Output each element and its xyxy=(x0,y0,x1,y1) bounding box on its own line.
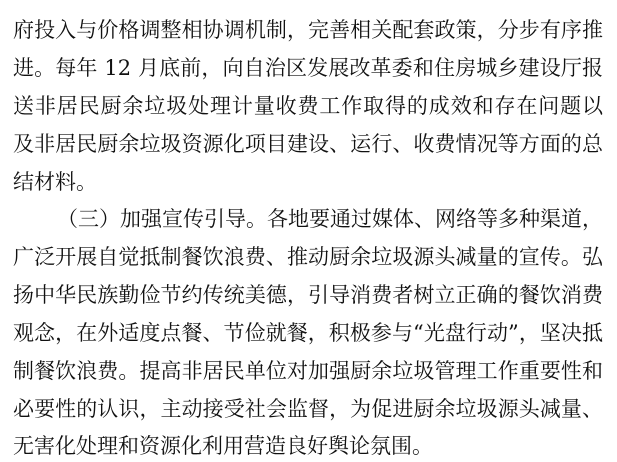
text-line-9: 观念，在外适度点餐、节俭就餐，积极参与“光盘行动”，坚决抵 xyxy=(13,321,603,345)
section-heading-line: （三）加强宣传引导。各地要通过媒体、网络等多种渠道， xyxy=(57,207,603,231)
text-line-12: 无害化处理和资源化利用营造良好舆论氛围。 xyxy=(13,434,433,458)
text-line-8: 扬中华民族勤俭节约传统美德，引导消费者树立正确的餐饮消费 xyxy=(13,283,603,307)
text-line-11: 必要性的认识，主动接受社会监督，为促进厨余垃圾源头减量、 xyxy=(13,397,603,421)
text-line-5: 结材料。 xyxy=(13,170,97,194)
text-line-2: 进。每年 12 月底前，向自治区发展改革委和住房城乡建设厅报 xyxy=(13,56,603,80)
text-line-4: 及非居民厨余垃圾资源化项目建设、运行、收费情况等方面的总 xyxy=(13,132,603,156)
text-line-10: 制餐饮浪费。提高非居民单位对加强厨余垃圾管理工作重要性和 xyxy=(13,359,603,383)
text-line-1: 府投入与价格调整相协调机制，完善相关配套政策，分步有序推 xyxy=(13,18,603,42)
text-line-7: 广泛开展自觉抵制餐饮浪费、推动厨余垃圾源头减量的宣传。弘 xyxy=(13,245,603,269)
text-line-3: 送非居民厨余垃圾处理计量收费工作取得的成效和存在问题以 xyxy=(13,94,603,118)
